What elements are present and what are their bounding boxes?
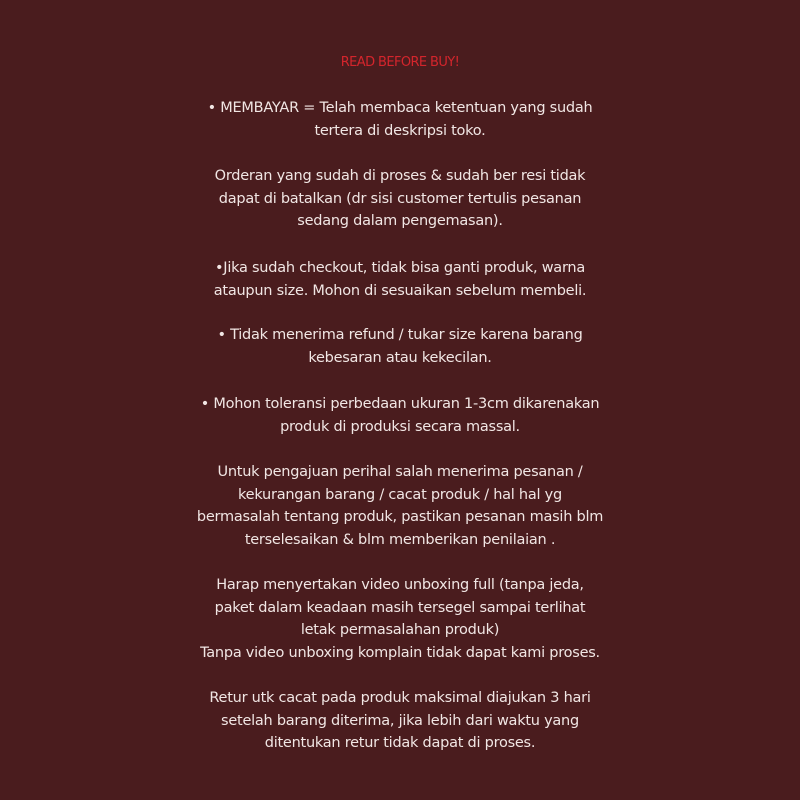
paragraph-line: setelah barang diterima, jika lebih dari waktu yang — [221, 712, 579, 729]
paragraph-line: produk di produksi secara massal. — [280, 418, 520, 435]
paragraph-refund — [100, 324, 700, 369]
paragraph-unboxing-video — [100, 574, 700, 664]
paragraph-line: paket dalam keadaan masih tersegel sampai terlihat — [214, 599, 586, 616]
paragraph-line: dapat di batalkan (dr sisi customer tertulis pesanan — [218, 190, 582, 207]
paragraph-line: •Jika sudah checkout, tidak bisa ganti produk, warna — [215, 260, 585, 276]
paragraph-line: bermasalah tentang produk, pastikan pesanan masih blm — [196, 509, 604, 525]
paragraph-line: sedang dalam pengemasan). — [297, 213, 503, 229]
paragraph-line: • Tidak menerima refund / tukar size karena barang — [217, 327, 583, 343]
notice-title: READ BEFORE BUY! — [340, 55, 460, 70]
paragraph-line: kebesaran atau kekecilan. — [308, 349, 492, 366]
paragraph-line: Retur utk cacat pada produk maksimal diajukan 3 hari — [209, 690, 591, 706]
paragraph-line: Tanpa video unboxing komplain tidak dapat kami proses. — [200, 644, 600, 661]
paragraph-line: tertera di deskripsi toko. — [314, 122, 486, 139]
paragraph-line: terselesaikan & blm memberikan penilaian . — [244, 531, 556, 548]
paragraph-line: ditentukan retur tidak dapat di proses. — [264, 735, 536, 751]
paragraph-line: Orderan yang sudah di proses & sudah ber resi tidak — [214, 168, 586, 184]
paragraph-line: ataupun size. Mohon di sesuaikan sebelum membeli. — [213, 282, 587, 299]
paragraph-line: • MEMBAYAR = Telah membaca ketentuan yang sudah — [207, 100, 593, 116]
paragraph-line: • Mohon toleransi perbedaan ukuran 1-3cm dikarenakan — [200, 396, 600, 412]
paragraph-line: kekurangan barang / cacat produk / hal hal yg — [238, 486, 562, 503]
paragraph-line: Harap menyertakan video unboxing full (tanpa jeda, — [216, 577, 584, 593]
paragraph-checkout — [100, 257, 700, 302]
paragraph-line: letak permasalahan produk) — [300, 622, 500, 638]
paragraph-payment — [100, 97, 700, 142]
paragraph-order-cancel — [100, 165, 700, 233]
paragraph-size-tolerance — [100, 393, 700, 438]
paragraph-return — [100, 687, 700, 755]
paragraph-line: Untuk pengajuan perihal salah menerima pesanan / — [217, 464, 583, 480]
paragraph-complaint — [100, 461, 700, 551]
